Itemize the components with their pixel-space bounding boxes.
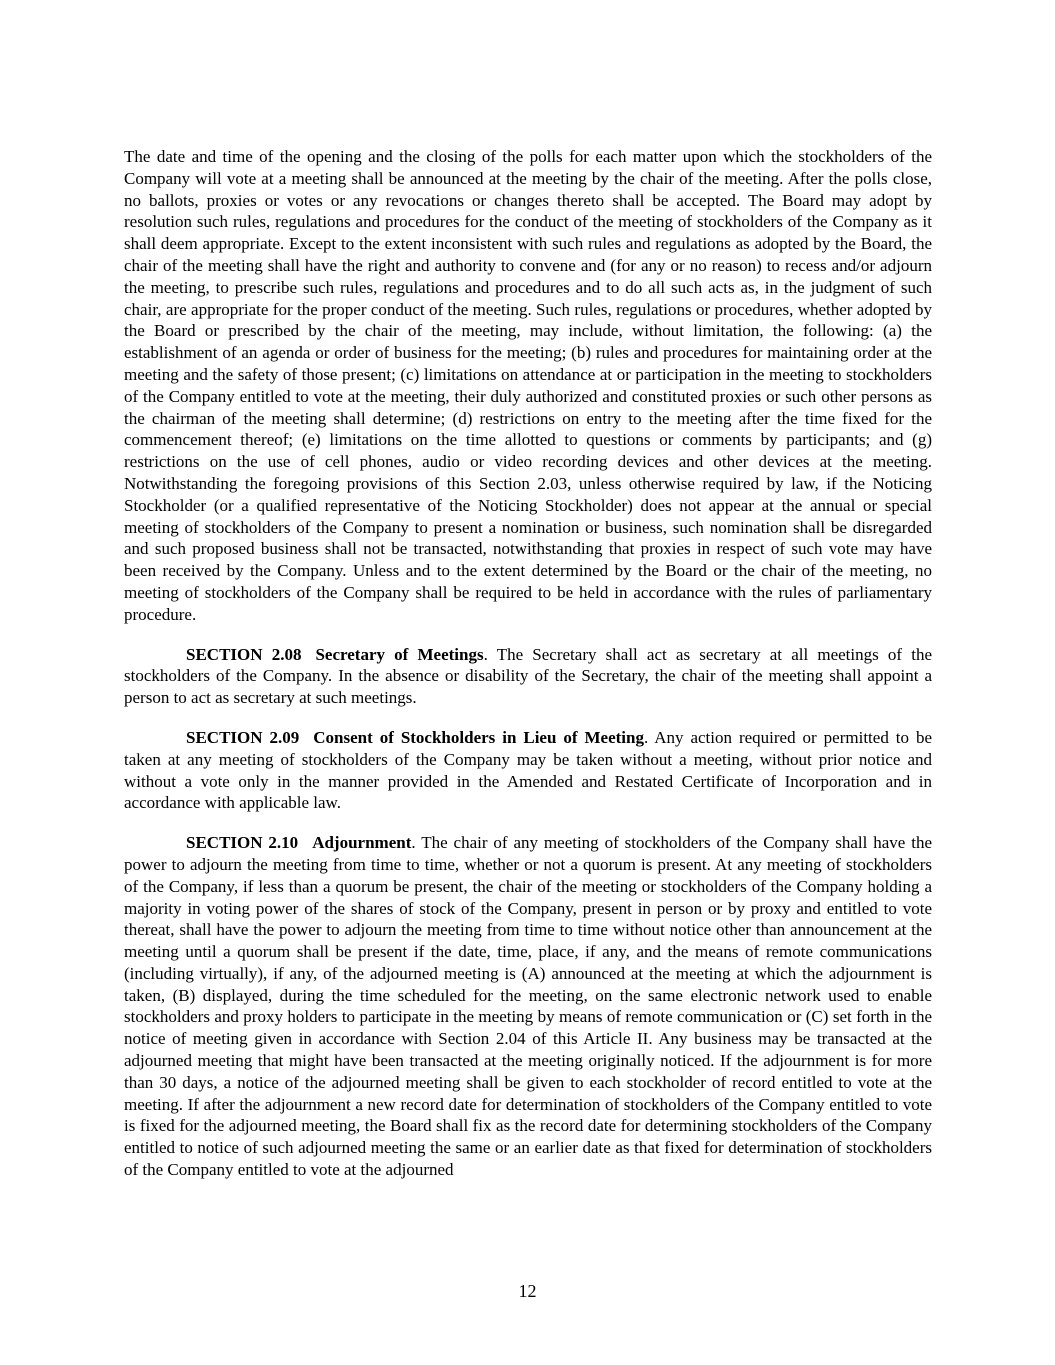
section-2-09-paragraph: [124, 727, 932, 814]
section-heading: Secretary of Meetings: [315, 644, 484, 664]
section-number: SECTION 2.08: [186, 644, 302, 664]
document-page: [124, 146, 932, 1199]
section-body: . Any action required or permitted to be taken at any meeting of stockholders of the Company may be taken without a meeting, without prior notice and without a vote only in the manner provided in the Amended and Restated Certificate of Incorporation and in accordance with applicable law.: [124, 727, 932, 813]
section-2-10-paragraph: [124, 832, 932, 1181]
section-body: . The Secretary shall act as secretary at all meetings of the stockholders of the Company. In the absence or disability of the Secretary, the chair of the meeting shall appoint a person to act as secretary at such meetings.: [124, 644, 933, 708]
section-number: SECTION 2.10: [186, 833, 299, 853]
section-body: . The chair of any meeting of stockholders of the Company shall have the power to adjourn the meeting from time to time, whether or not a quorum is present. At any meeting of stockholders of the Company, if less than a quorum be present, the chair of the meeting or stockholders of the Company holding a majority in voting power of the shares of stock of the Company, present in person or by proxy and entitled to vote thereat, shall have the power to adjourn the meeting from time to time without notice other than announcement at the meeting until a quorum shall be present if the date, time, place, if any, and the means of remote communications (including virtually), if any, of the adjourned meeting is (A) announced at the meeting at which the adjournment is taken, (B) displayed, during the time scheduled for the meeting, on the same electronic network used to enable stockholders and proxy holders to participate in the meeting by means of remote communication or (C) set forth in the notice of meeting given in accordance with Section 2.04 of this Article II. Any business may be transacted at the adjourned meeting that might have been transacted at the meeting originally noticed. If the adjournment is for more than 30 days, a notice of the adjourned meeting shall be given to each stockholder of record entitled to vote at the meeting. If after the adjournment a new record date for determination of stockholders of the Company entitled to vote is fixed for the adjourned meeting, the Board shall fix as the record date for determining stockholders of the Company entitled to notice of such adjourned meeting the same or an earlier date as that fixed for determination of stockholders of the Company entitled to vote at the adjourned: [124, 833, 932, 1180]
section-heading: Adjournment: [312, 833, 412, 853]
paragraph-polls-and-rules: The date and time of the opening and the closing of the polls for each matter upon which the stockholders of the Company will vote at a meeting shall be announced at the meeting by the chair of the meeting. After the polls close, no ballots, proxies or votes or any revocations or changes thereto shall be accepted. The Board may adopt by resolution such rules, regulations and procedures for the conduct of the meeting of stockholders of the Company as it shall deem appropriate. Except to the extent inconsistent with such rules and regulations as adopted by the Board, the chair of the meeting shall have the right and authority to convene and (for any or no reason) to recess and/or adjourn the meeting, to prescribe such rules, regulations and procedures and to do all such acts as, in the judgment of such chair, are appropriate for the proper conduct of the meeting. Such rules, regulations or procedures, whether adopted by the Board or prescribed by the chair of the meeting, may include, without limitation, the following: (a) the establishment of an agenda or order of business for the meeting; (b) rules and procedures for maintaining order at the meeting and the safety of those present; (c) limitations on attendance at or participation in the meeting to stockholders of the Company entitled to vote at the meeting, their duly authorized and constituted proxies or such other persons as the chairman of the meeting shall determine; (d) restrictions on entry to the meeting after the time fixed for the commencement thereof; (e) limitations on the time allotted to questions or comments by participants; and (g) restrictions on the use of cell phones, audio or video recording devices and other devices at the meeting. Notwithstanding the foregoing provisions of this Section 2.03, unless otherwise required by law, if the Noticing Stockholder (or a qualified representative of the Noticing Stockholder) does not appear at the annual or special meeting of stockholders of the Company to present a nomination or business, such nomination shall be disregarded and such proposed business shall not be transacted, notwithstanding that proxies in respect of such vote may have been received by the Company. Unless and to the extent determined by the Board or the chair of the meeting, no meeting of stockholders of the Company shall be required to be held in accordance with the rules of parliamentary procedure.: [124, 147, 932, 624]
section-heading: Consent of Stockholders in Lieu of Meeting: [313, 727, 644, 747]
section-2-08-paragraph: [124, 644, 932, 709]
section-number: SECTION 2.09: [186, 727, 300, 747]
page-number: 12: [518, 1281, 537, 1301]
